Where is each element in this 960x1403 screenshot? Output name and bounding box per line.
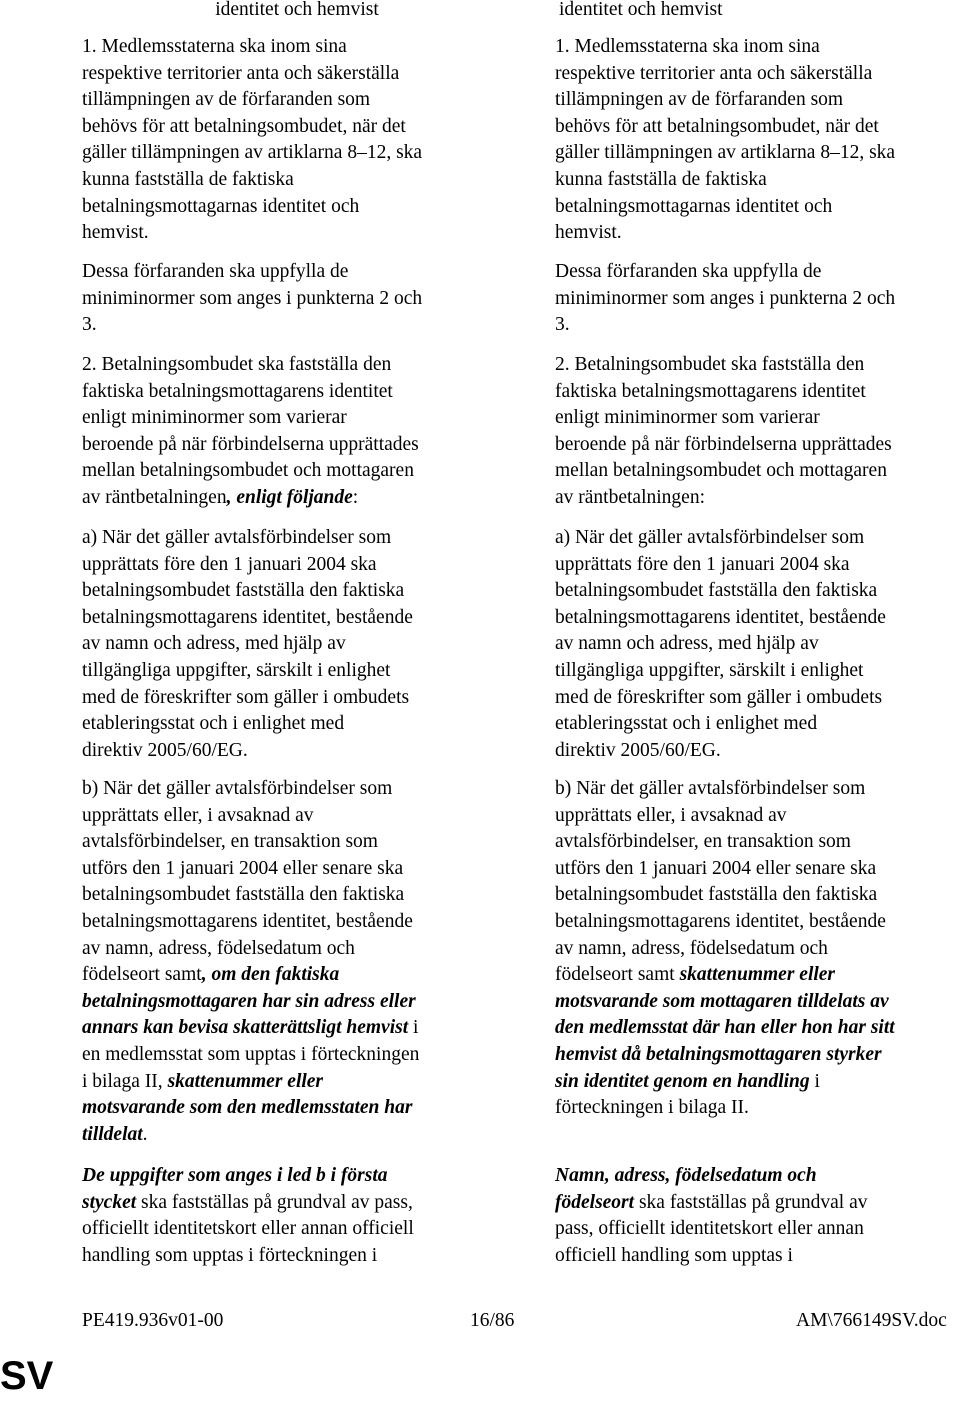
text-line: faktiska betalningsmottagarens identitet bbox=[555, 380, 866, 402]
text-line: pass, officiellt identitetskort eller annan bbox=[555, 1218, 864, 1240]
text-line: av namn, adress, födelsedatum och bbox=[82, 937, 355, 959]
text-line: födelseort samt skattenummer eller bbox=[555, 964, 836, 986]
text-line: mellan betalningsombudet och mottagaren bbox=[82, 460, 414, 482]
text-line: 2. Betalningsombudet ska fastställa den bbox=[82, 354, 392, 375]
text-line: miniminormer som anges i punkterna 2 och bbox=[555, 287, 896, 309]
text-line: födelseort ska fastställas på grundval av bbox=[555, 1191, 868, 1213]
text-line: motsvarande som den medlemsstaten har bbox=[82, 1097, 413, 1119]
right-paragraph-3 bbox=[555, 352, 892, 512]
text-line: i bilaga II, skattenummer eller bbox=[82, 1070, 324, 1092]
text-line: betalningsmottagarens identitet, bestående bbox=[555, 910, 886, 932]
text-line: enligt miniminormer som varierar bbox=[555, 407, 820, 429]
text-line: betalningsombudet fastställa den faktiska bbox=[82, 580, 405, 602]
text-line: avtalsförbindelser, en transaktion som bbox=[555, 831, 851, 853]
text-line: b) När det gäller avtalsförbindelser som bbox=[82, 778, 393, 799]
left-paragraph-a bbox=[82, 525, 413, 764]
right-paragraph-last bbox=[555, 1163, 867, 1269]
text-line: avtalsförbindelser, en transaktion som bbox=[82, 831, 378, 853]
text-line: betalningsombudet fastställa den faktiska bbox=[555, 580, 878, 602]
text-line: en medlemsstat som upptas i förteckningen bbox=[82, 1043, 420, 1065]
text-line: direktiv 2005/60/EG. bbox=[555, 739, 721, 761]
text-line: hemvist då betalningsmottagaren styrker bbox=[555, 1043, 882, 1065]
text-line: officiellt identitetskort eller annan officiell bbox=[82, 1218, 414, 1240]
text-line: hemvist. bbox=[82, 222, 149, 244]
text-line: upprättats eller, i avsaknad av bbox=[82, 804, 314, 826]
text-line: beroende på när förbindelserna upprättades bbox=[82, 433, 419, 455]
text-line: den medlemsstat där han eller hon har sitt bbox=[555, 1017, 895, 1039]
text-line: betalningsmottagaren har sin adress eller bbox=[82, 990, 416, 1012]
text-line: etableringsstat och i enlighet med bbox=[82, 713, 345, 735]
text-line: betalningsmottagarens identitet, bestående bbox=[82, 606, 413, 628]
text-line: direktiv 2005/60/EG. bbox=[82, 739, 248, 761]
footer-reference: PE419.936v01-00 bbox=[82, 1310, 224, 1331]
language-code: SV bbox=[0, 1354, 54, 1398]
text-line: respektive territorier anta och säkerställa bbox=[555, 62, 873, 84]
left-paragraph-3-lines bbox=[82, 352, 419, 485]
text-line: upprättats före den 1 januari 2004 ska bbox=[555, 553, 850, 575]
text-line: 1. Medlemsstaterna ska inom sina bbox=[555, 36, 820, 57]
text-line: hemvist. bbox=[555, 222, 622, 244]
footer-doc-name: AM\766149SV.doc bbox=[796, 1310, 947, 1331]
text-line: betalningsombudet fastställa den faktiska bbox=[82, 884, 405, 906]
text-line: respektive territorier anta och säkerställa bbox=[82, 62, 400, 84]
right-paragraph-1 bbox=[555, 34, 895, 247]
text-line: faktiska betalningsmottagarens identitet bbox=[82, 380, 393, 402]
text-line: av namn och adress, med hjälp av bbox=[555, 633, 819, 655]
text-line: tilldelat. bbox=[82, 1123, 148, 1145]
text-line: Dessa förfaranden ska uppfylla de bbox=[555, 261, 822, 282]
text-line: betalningsombudet fastställa den faktiska bbox=[555, 884, 878, 906]
text-line: tillgängliga uppgifter, särskilt i enlighet bbox=[82, 659, 391, 681]
left-paragraph-3-last-line: av räntbetalningen, enligt följande: bbox=[82, 486, 359, 508]
left-paragraph-3 bbox=[82, 352, 419, 512]
text-line: enligt miniminormer som varierar bbox=[82, 407, 347, 429]
text-line: tillämpningen av de förfaranden som bbox=[82, 89, 371, 111]
footer-page-number: 16/86 bbox=[470, 1310, 515, 1331]
text-line: sin identitet genom en handling i bbox=[555, 1070, 820, 1092]
text-line: utförs den 1 januari 2004 eller senare ska bbox=[82, 857, 404, 879]
right-paragraph-a bbox=[555, 525, 886, 764]
text-line: av räntbetalningen: bbox=[555, 486, 705, 508]
text-line: behövs för att betalningsombudet, när det bbox=[82, 115, 406, 137]
text-line: beroende på när förbindelserna upprättades bbox=[555, 433, 892, 455]
text-line: gäller tillämpningen av artiklarna 8–12, ska bbox=[555, 142, 896, 164]
text-line: etableringsstat och i enlighet med bbox=[555, 713, 818, 735]
text-line: betalningsmottagarens identitet, bestående bbox=[555, 606, 886, 628]
text-line: 3. bbox=[555, 314, 570, 336]
text-line: betalningsmottagarnas identitet och bbox=[82, 195, 360, 217]
text-line: upprättats eller, i avsaknad av bbox=[555, 804, 787, 826]
text-line: betalningsmottagarens identitet, bestående bbox=[82, 910, 413, 932]
text-line: a) När det gäller avtalsförbindelser som bbox=[82, 527, 392, 548]
text-line: mellan betalningsombudet och mottagaren bbox=[555, 460, 887, 482]
right-paragraph-b bbox=[555, 776, 895, 1122]
text-line: tillgängliga uppgifter, särskilt i enlighet bbox=[555, 659, 864, 681]
text-line: 3. bbox=[82, 314, 97, 336]
text-line: förteckningen i bilaga II. bbox=[555, 1097, 749, 1119]
text-line: 2. Betalningsombudet ska fastställa den bbox=[555, 354, 865, 375]
text-line: handling som upptas i förteckningen i bbox=[82, 1244, 378, 1266]
text-line: b) När det gäller avtalsförbindelser som bbox=[555, 778, 866, 799]
left-paragraph-2 bbox=[82, 259, 422, 339]
right-paragraph-2 bbox=[555, 259, 895, 339]
left-paragraph-b bbox=[82, 776, 419, 1148]
text-line: miniminormer som anges i punkterna 2 och bbox=[82, 287, 423, 309]
text-line: upprättats före den 1 januari 2004 ska bbox=[82, 553, 377, 575]
text-line: 1. Medlemsstaterna ska inom sina bbox=[82, 36, 347, 57]
text-line: annars kan bevisa skatterättsligt hemvist i bbox=[82, 1017, 419, 1039]
text-line: tillämpningen av de förfaranden som bbox=[555, 89, 844, 111]
text-line: utförs den 1 januari 2004 eller senare ska bbox=[555, 857, 877, 879]
text-line: behövs för att betalningsombudet, när det bbox=[555, 115, 879, 137]
text-line: av namn och adress, med hjälp av bbox=[82, 633, 346, 655]
text-line: stycket ska fastställas på grundval av pass, bbox=[82, 1191, 413, 1213]
text-line: födelseort samt, om den faktiska bbox=[82, 964, 340, 986]
left-column-header: identitet och hemvist bbox=[215, 0, 379, 20]
text-line: med de föreskrifter som gäller i ombudets bbox=[555, 686, 883, 708]
left-paragraph-1 bbox=[82, 34, 422, 247]
right-column-header: identitet och hemvist bbox=[559, 0, 723, 20]
text-line: betalningsmottagarnas identitet och bbox=[555, 195, 833, 217]
text-line: gäller tillämpningen av artiklarna 8–12, ska bbox=[82, 142, 423, 164]
text-line: kunna fastställa de faktiska bbox=[555, 168, 767, 190]
text-line: Namn, adress, födelsedatum och bbox=[555, 1165, 817, 1186]
text-line: med de föreskrifter som gäller i ombudets bbox=[82, 686, 410, 708]
text-line: officiell handling som upptas i bbox=[555, 1244, 793, 1266]
left-paragraph-last bbox=[82, 1163, 414, 1269]
text-line: av namn, adress, födelsedatum och bbox=[555, 937, 828, 959]
text-line: Dessa förfaranden ska uppfylla de bbox=[82, 261, 349, 282]
text-line: a) När det gäller avtalsförbindelser som bbox=[555, 527, 865, 548]
text-line: kunna fastställa de faktiska bbox=[82, 168, 294, 190]
text-line: De uppgifter som anges i led b i första bbox=[82, 1165, 388, 1186]
text-line: motsvarande som mottagaren tilldelats av bbox=[555, 990, 889, 1012]
